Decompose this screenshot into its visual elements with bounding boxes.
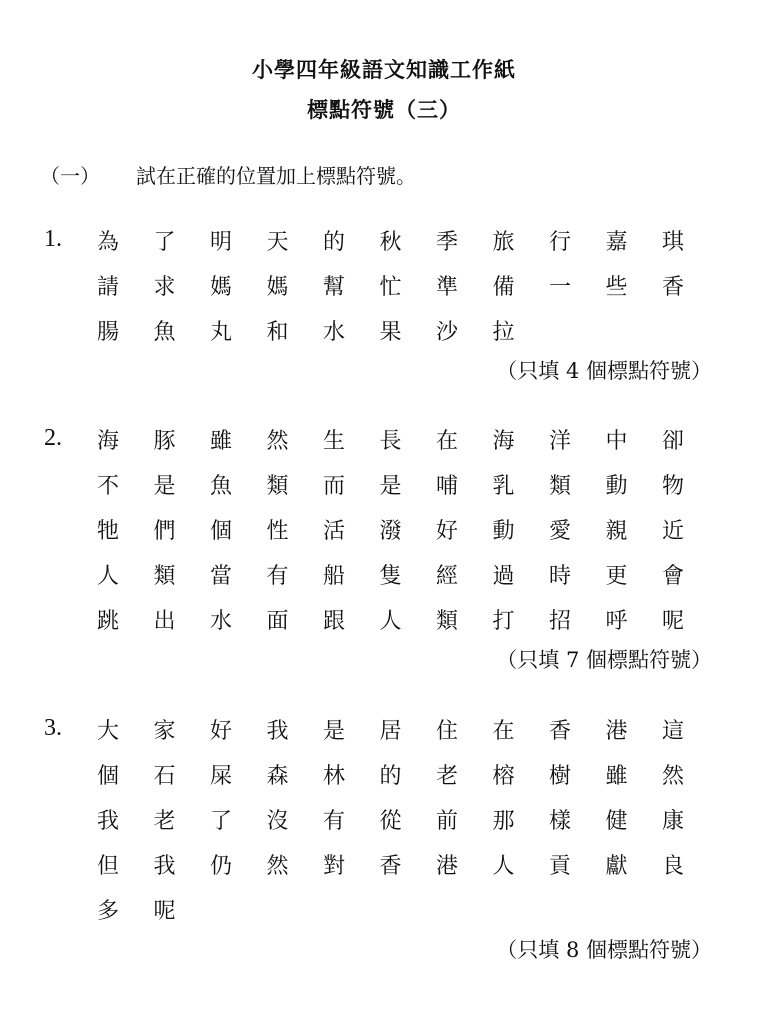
question-character: 前	[435, 809, 458, 834]
question-character: 秋	[379, 230, 402, 255]
question-character: 為	[96, 230, 119, 255]
question-character: 豚	[153, 429, 176, 454]
question-character: 生	[322, 429, 345, 454]
question-character: 我	[266, 719, 289, 744]
question-character: 而	[322, 474, 345, 499]
question-character: 森	[266, 764, 289, 789]
question-character: 出	[153, 609, 176, 634]
question-character: 當	[209, 564, 232, 589]
question-character: 親	[605, 519, 628, 544]
question-number: 1.	[44, 226, 62, 252]
question-character: 性	[266, 519, 289, 544]
question-character: 康	[661, 809, 684, 834]
question-character: 好	[209, 719, 232, 744]
punctuation-count-note: （只填 4 個標點符號）	[496, 359, 712, 383]
question-character: 魚	[153, 320, 176, 345]
question-character: 季	[435, 230, 458, 255]
question-character: 樣	[548, 809, 571, 834]
question-character: 仍	[209, 854, 232, 879]
question-character: 有	[322, 809, 345, 834]
question-character: 腸	[96, 320, 119, 345]
question-character: 丸	[209, 320, 232, 345]
question-character: 多	[96, 899, 119, 924]
question-character: 會	[661, 564, 684, 589]
question-character: 水	[322, 320, 345, 345]
question-character: 一	[548, 275, 571, 300]
question-character: 些	[605, 275, 628, 300]
question-character: 魚	[209, 474, 232, 499]
question-character: 但	[96, 854, 119, 879]
question-character: 和	[266, 320, 289, 345]
question-character: 屎	[209, 764, 232, 789]
question-character: 對	[322, 854, 345, 879]
question-character: 們	[153, 519, 176, 544]
question-character: 乳	[492, 474, 515, 499]
question-character: 雖	[605, 764, 628, 789]
question-character: 大	[96, 719, 119, 744]
question-character: 貢	[548, 854, 571, 879]
question-character: 類	[435, 609, 458, 634]
question-character: 行	[548, 230, 571, 255]
question-character: 然	[266, 854, 289, 879]
question-character: 呼	[605, 609, 628, 634]
question-character: 的	[379, 764, 402, 789]
question-character: 琪	[661, 230, 684, 255]
page-subtitle: 標點符號（三）	[307, 97, 461, 122]
question-character: 有	[266, 564, 289, 589]
question-character: 我	[153, 854, 176, 879]
question-character: 天	[266, 230, 289, 255]
question-character: 不	[96, 474, 119, 499]
question-character: 洋	[548, 429, 571, 454]
question-character: 海	[492, 429, 515, 454]
instruction	[40, 160, 416, 189]
punctuation-count-note: （只填 8 個標點符號）	[496, 938, 712, 962]
question-character: 在	[435, 429, 458, 454]
question-character: 備	[492, 275, 515, 300]
question-character: 面	[266, 609, 289, 634]
question-character: 潑	[379, 519, 402, 544]
question-character: 嘉	[605, 230, 628, 255]
question-character: 打	[492, 609, 515, 634]
question-character: 呢	[661, 609, 684, 634]
question-character: 榕	[492, 764, 515, 789]
question-character: 是	[322, 719, 345, 744]
question-character: 類	[548, 474, 571, 499]
question-character: 樹	[548, 764, 571, 789]
question-character: 家	[153, 719, 176, 744]
question-character: 在	[492, 719, 515, 744]
question-character: 居	[379, 719, 402, 744]
question-character: 人	[492, 854, 515, 879]
question-character: 獻	[605, 854, 628, 879]
question-character: 拉	[492, 320, 515, 345]
question-character: 隻	[379, 564, 402, 589]
question-character: 船	[322, 564, 345, 589]
question-character: 老	[435, 764, 458, 789]
instruction-text: 試在正確的位置加上標點符號。	[136, 164, 416, 188]
question-number: 2.	[44, 425, 62, 451]
question-character: 香	[661, 275, 684, 300]
question-character: 時	[548, 564, 571, 589]
question-character: 然	[661, 764, 684, 789]
question-character: 請	[96, 275, 119, 300]
question-character: 果	[379, 320, 402, 345]
question-character: 從	[379, 809, 402, 834]
question-character: 的	[322, 230, 345, 255]
question-character: 哺	[435, 474, 458, 499]
question-character: 石	[153, 764, 176, 789]
question-character: 沙	[435, 320, 458, 345]
question-character: 類	[266, 474, 289, 499]
question-character: 雖	[209, 429, 232, 454]
question-character: 是	[153, 474, 176, 499]
question-character: 個	[209, 519, 232, 544]
question-character: 動	[605, 474, 628, 499]
question-character: 動	[492, 519, 515, 544]
section-marker: （一）	[40, 164, 100, 188]
question-character: 人	[96, 564, 119, 589]
question-character: 我	[96, 809, 119, 834]
question-character: 健	[605, 809, 628, 834]
question-character: 良	[661, 854, 684, 879]
question-character: 近	[661, 519, 684, 544]
question-character: 類	[153, 564, 176, 589]
question-character: 好	[435, 519, 458, 544]
question-character: 個	[96, 764, 119, 789]
question-character: 物	[661, 474, 684, 499]
question-character: 老	[153, 809, 176, 834]
question-character: 香	[548, 719, 571, 744]
question-character: 住	[435, 719, 458, 744]
question-character: 愛	[548, 519, 571, 544]
punctuation-count-note: （只填 7 個標點符號）	[496, 648, 712, 672]
question-character: 牠	[96, 519, 119, 544]
question-character: 幫	[322, 275, 345, 300]
question-character: 準	[435, 275, 458, 300]
question-number: 3.	[44, 715, 62, 741]
question-character: 港	[605, 719, 628, 744]
question-character: 香	[379, 854, 402, 879]
question-character: 招	[548, 609, 571, 634]
question-character: 旅	[492, 230, 515, 255]
question-character: 忙	[379, 275, 402, 300]
question-character: 呢	[153, 899, 176, 924]
question-character: 跟	[322, 609, 345, 634]
question-character: 港	[435, 854, 458, 879]
question-character: 了	[153, 230, 176, 255]
question-character: 水	[209, 609, 232, 634]
question-character: 這	[661, 719, 684, 744]
question-character: 媽	[209, 275, 232, 300]
question-character: 求	[153, 275, 176, 300]
question-character: 是	[379, 474, 402, 499]
question-character: 媽	[266, 275, 289, 300]
question-character: 那	[492, 809, 515, 834]
question-character: 人	[379, 609, 402, 634]
question-character: 卻	[661, 429, 684, 454]
question-character: 經	[435, 564, 458, 589]
question-character: 更	[605, 564, 628, 589]
question-character: 沒	[266, 809, 289, 834]
question-character: 了	[209, 809, 232, 834]
question-character: 海	[96, 429, 119, 454]
question-character: 活	[322, 519, 345, 544]
question-character: 跳	[96, 609, 119, 634]
question-character: 然	[266, 429, 289, 454]
question-character: 明	[209, 230, 232, 255]
question-character: 林	[322, 764, 345, 789]
question-character: 過	[492, 564, 515, 589]
page-title: 小學四年級語文知識工作紙	[252, 57, 516, 82]
question-character: 中	[605, 429, 628, 454]
question-character: 長	[379, 429, 402, 454]
